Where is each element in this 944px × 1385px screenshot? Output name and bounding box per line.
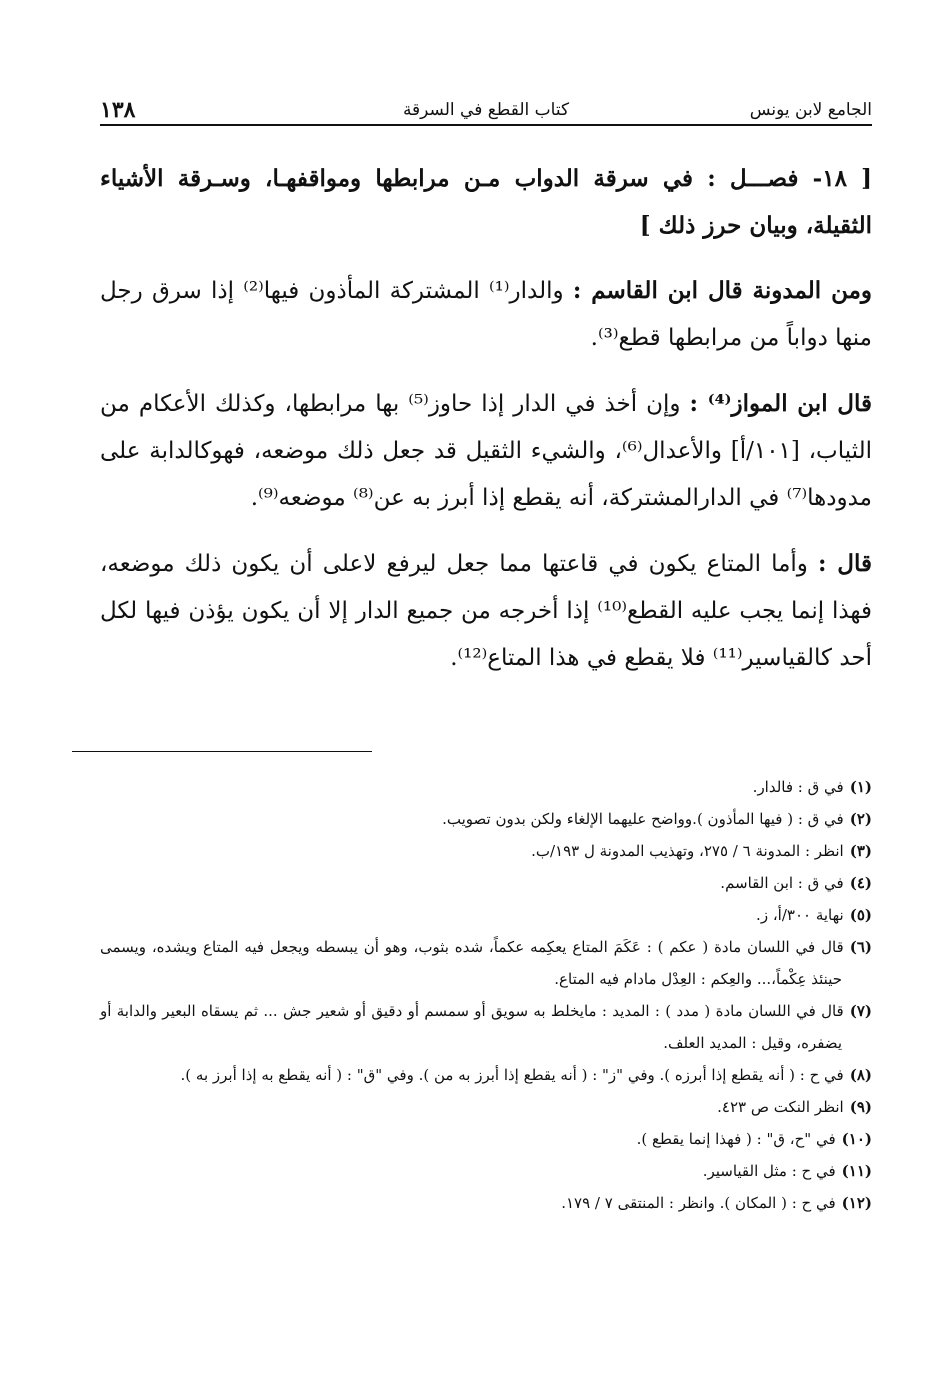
footnote-number: (٩) [849,1098,872,1116]
footnote-text: نهاية ٣٠٠/أ، ز. [756,906,844,924]
footnote-item [100,899,872,931]
footnote-item [100,1091,872,1123]
footnotes [100,771,872,1219]
footnote-separator [72,751,372,752]
footnote-number: (٤) [849,874,872,892]
main-text [100,155,872,700]
footnote-number: (١) [849,778,872,796]
footnote-number: (١١) [841,1162,872,1180]
footnote-text: في ق : فالدار. [752,778,844,796]
footnote-number: (٣) [849,842,872,860]
footnote-item [100,1187,872,1219]
paragraph-lead: قال ابن المواز⁽⁴⁾ : [689,390,872,417]
footnote-text: في ح : ( المكان ). وانظر : المنتقى ٧ / ١٧٩. [561,1194,836,1212]
footnote-number: (٢) [849,810,872,828]
paragraph-text: وأما المتاع يكون في قاعتها مما جعل ليرفع لاعلى أن يكون ذلك موضعه، فهذا إنما يجب عليه القطع⁽¹⁰⁾ إذا أخرجه من جميع الدار إلا أن يكون يؤذن فيها لكل أحد كالقياسير⁽¹¹⁾ فلا يقطع في هذا المتاع⁽¹²⁾. [100,551,873,671]
paragraph-text: والدار⁽¹⁾ المشتركة المأذون فيها⁽²⁾ إذا سرق رجل منها دواباً من مرابطها قطع⁽³⁾. [100,278,872,351]
footnote-number: (٧) [849,1002,872,1020]
section-heading: [ ١٨- فصـــل : في سرقة الدواب مـن مرابطها ومواقفهـا، وسـرقة الأشياء الثقيلة، وبيان حرز ذلك ] [100,165,873,239]
footnote-number: (١٠) [841,1130,872,1148]
header-rule [100,124,872,126]
running-header [100,96,872,124]
footnote-text: في ق : ( فيها المأذون ).وواضح عليهما الإلغاء ولكن بدون تصويب. [442,810,844,828]
footnote-number: (١٢) [841,1194,872,1212]
footnote-item [100,803,872,835]
paragraph [100,267,872,362]
footnote-text: في "ح، ق" : ( فهذا إنما يقطع ). [636,1130,836,1148]
paragraph-text: وإن أخذ في الدار إذا حاوز⁽⁵⁾ بها مرابطها، وكذلك الأعكام من الثياب، [١٠١/أ] والأعدال⁽⁶⁾، والشيء الثقيل قد جعل ذلك موضعه، فهوكالدابة على مدودها⁽⁷⁾ في الدارالمشتركة، أنه يقطع إذا أبرز به عن⁽⁸⁾ موضعه⁽⁹⁾. [100,391,872,511]
footnote-text: في ق : ابن القاسم. [720,874,844,892]
footnote-item [100,931,872,995]
chapter-title: كتاب القطع في السرقة [402,100,570,120]
footnote-item [100,1155,872,1187]
footnote-item [100,1059,872,1091]
footnote-text: انظر النكت ص ٤٢٣. [717,1098,844,1116]
footnote-item [100,995,872,1059]
footnote-text: قال في اللسان مادة ( عكم ) : عَكَمَ المتاع يعكِمه عكماً، شده بثوب، وهو أن يبسطه ويجعل فيه المتاع ويشده، ويسمى حينئذ عِكْماً،... والعِكم : العِدْل مادام فيه المتاع. [100,938,844,988]
paragraph-lead: ومن المدونة قال ابن القاسم : [572,277,873,304]
footnote-text: انظر : المدونة ٦ / ٢٧٥، وتهذيب المدونة ل ١٩٣/ب. [531,842,844,860]
paragraph [100,540,872,682]
footnote-number: (٦) [849,938,872,956]
footnote-text: في ح : مثل القياسير. [702,1162,836,1180]
footnote-item [100,835,872,867]
footnote-text: في ح : ( أنه يقطع إذا أبرزه ). وفي "ز" : ( أنه يقطع إذا أبرز به من ). وفي "ق" : ( أنه يقطع به إذا أبرز به ). [180,1066,844,1084]
paragraph-lead: قال : [818,550,872,577]
footnote-item [100,867,872,899]
footnote-number: (٥) [849,906,872,924]
paragraph [100,380,872,522]
footnote-item [100,771,872,803]
footnote-item [100,1123,872,1155]
footnote-number: (٨) [849,1066,872,1084]
book-title: الجامع لابن يونس [749,100,872,120]
footnote-text: قال في اللسان مادة ( مدد ) : المديد : مايخلط به سويق أو سمسم أو دقيق أو شعير جش ... ثم يسقاه البعير والدابة أو يضفره، وقيل : المديد العلف. [100,1002,844,1052]
page-number: ١٣٨ [100,97,136,123]
